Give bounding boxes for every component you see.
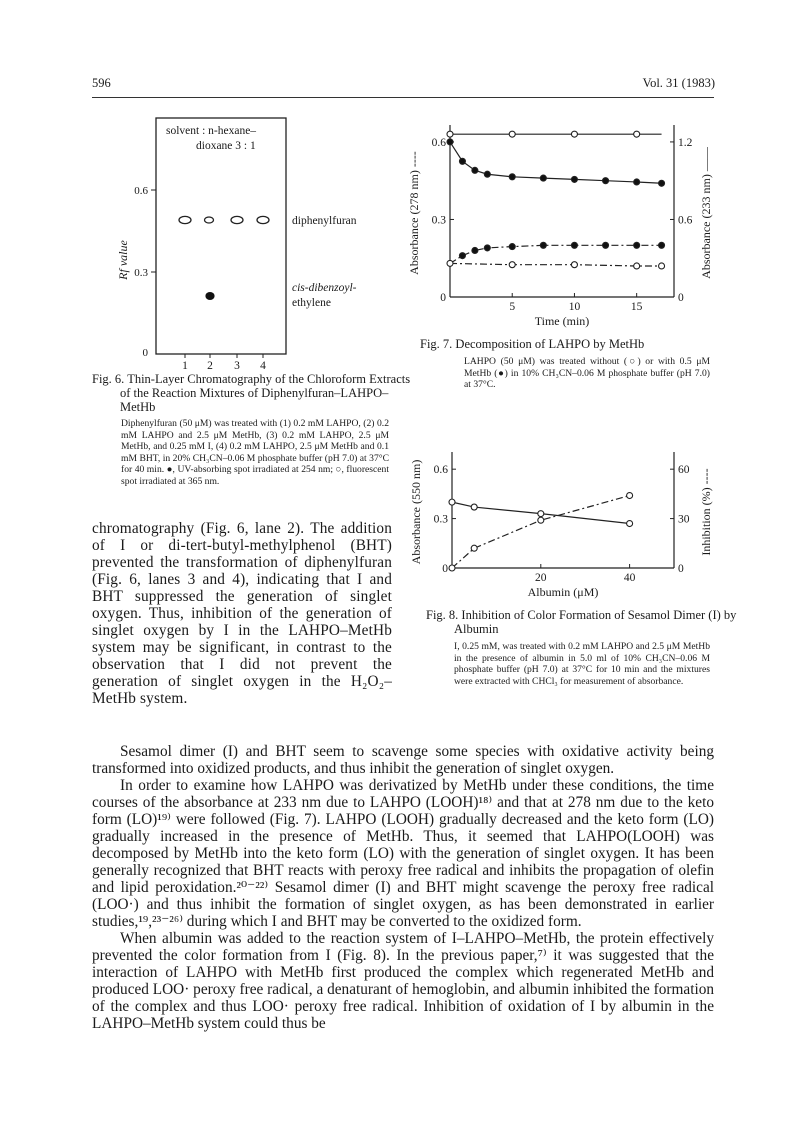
- series-1-line: [452, 496, 630, 568]
- series-1-point: [603, 178, 609, 184]
- series-1-point: [509, 174, 515, 180]
- series-1-point: [540, 175, 546, 181]
- fig6-caption-body: Diphenylfuran (50 μM) was treated with (1) 0.2 mM LAHPO, (2) 0.2 mM LAHPO and 2.5 μM MetHb, (3) 0.2 mM LAHPO, 2.5 μM MetHb, and 0.25 mM I, (4) 0.2 mM LAHPO, 2.5 μM MetHb and 0.1 mM BHT, in 20% CH₃CN–0.06 M phosphate buffer (pH 7.0) at 37°C for 40 min. ●, UV-absorbing spot irradiated at 254 nm; ○, fluorescent spot irradiated at 365 nm.: [121, 418, 389, 487]
- y-tick-label: 0.3: [431, 214, 446, 227]
- fig8-caption-body: I, 0.25 mM, was treated with 0.2 mM LAHPO and 2.5 μM MetHb in the presence of albumin in 5.0 ml of 10% CH₃CN–0.06 M phosphate buffer (pH 7.0) at 37°C for 10 min and the mixtures were extracted with CHCl₃ for measurement of absorbance.: [454, 641, 710, 687]
- x-tick-label: 20: [535, 572, 547, 584]
- x-axis-label: Time (min): [534, 314, 590, 328]
- fig6-ytick-06: 0.6: [134, 185, 148, 197]
- series-0-point: [449, 499, 455, 505]
- fig6-ylabel: Rf value: [116, 240, 130, 280]
- series-2-point: [634, 242, 640, 248]
- series-0-point: [571, 131, 577, 137]
- series-1-point: [659, 180, 665, 186]
- series-2-point: [459, 253, 465, 259]
- fig8-chart: [409, 438, 714, 604]
- fig6-tlc-figure: [100, 112, 400, 374]
- y2-tick-label: 0.6: [678, 214, 693, 227]
- series-1-point: [447, 139, 453, 145]
- x-tick-label: 10: [568, 301, 581, 313]
- lane-label-4: 4: [260, 360, 266, 372]
- y2-tick-label: 0: [678, 292, 684, 304]
- series-0-point: [447, 131, 453, 137]
- page-number: 596: [92, 76, 111, 90]
- series-3-point: [659, 263, 665, 269]
- series-0-point: [627, 521, 633, 527]
- body-full-width: [92, 743, 714, 1032]
- series-1-point: [459, 158, 465, 164]
- series-0-point: [634, 131, 640, 137]
- paragraph-1: Sesamol dimer (I) and BHT seem to scavenge some species with oxidative activity being transformed into oxidized products, and thus inhibit the generation of singlet oxygen.: [92, 743, 714, 777]
- spot-open-lane2: [205, 217, 214, 223]
- y-tick-label: 0.6: [431, 136, 446, 149]
- fig7-caption-title: Fig. 7. Decomposition of LAHPO by MetHb: [420, 337, 645, 351]
- series-1-point: [538, 517, 544, 523]
- y2-tick-label: 1.2: [678, 136, 693, 149]
- paragraph-3: When albumin was added to the reaction system of I–LAHPO–MetHb, the protein effectively prevented the color formation from I (Fig. 8). In the previous paper,⁷⁾ it was suggested that the interaction of LAHPO with MetHb first produced the complex which regenerated MetHb and produced LOO· peroxy free radical, a denaturant of hemoglobin, and albumin inhibited the formation of the complex and thus LOO· peroxy free radical. Inhibition of oxidation of I by albumin in the LAHPO–MetHb system could thus be: [92, 930, 714, 1032]
- y2-axis-label: Inhibition (%) ----: [699, 468, 713, 556]
- series-1-point: [627, 493, 633, 499]
- y2-tick-label: 30: [678, 513, 690, 526]
- fig6-ytick-03: 0.3: [134, 267, 148, 279]
- y2-tick-label: 0: [678, 563, 684, 575]
- x-axis-label: Albumin (μM): [527, 585, 599, 599]
- series-1-point: [449, 565, 455, 571]
- spot-label-cis-line2: ethylene: [292, 297, 331, 309]
- solvent-label-line1: solvent : n-hexane–: [166, 125, 257, 137]
- paragraph-2: In order to examine how LAHPO was derivatized by MetHb under these conditions, the time courses of the absorbance at 233 nm due to LAHPO (LOOH)¹⁸⁾ and that at 278 nm due to the keto form (LO)¹⁹⁾ were followed (Fig. 7). LAHPO (LOOH) gradually decreased and the keto form (LO) gradually increased in the presence of MetHb. Thus, it seemed that LAHPO(LOOH) was decomposed by MetHb into the keto form (LO) with the generation of singlet oxygen. It has been generally recognized that BHT reacts with peroxy free radical and inhibits the propagation of olefin and lipid peroxidation.²⁰⁻²²⁾ Sesamol dimer (I) and BHT might scavenge the peroxy free radical (LOO·) and thus inhibit the formation of singlet oxygen, as has been demonstrated in earlier studies,¹⁹,²³⁻²⁶⁾ during which I and BHT may be converted to the oxidized form.: [92, 777, 714, 930]
- fig6-ytick-0: 0: [142, 347, 148, 359]
- lane-label-1: 1: [182, 360, 188, 372]
- series-0-point: [471, 504, 477, 510]
- series-1-line: [450, 142, 662, 183]
- series-2-point: [484, 245, 490, 251]
- series-3-point: [571, 262, 577, 268]
- spot-open-lane4: [257, 216, 269, 223]
- lane-label-3: 3: [234, 360, 240, 372]
- series-3-point: [509, 262, 515, 268]
- y-tick-label: 0: [440, 292, 446, 304]
- fig7-caption-body: LAHPO (50 μM) was treated without (○) or with 0.5 μM MetHb (●) in 10% CH₃CN–0.06 M phosphate buffer (pH 7.0) at 37°C.: [464, 356, 710, 391]
- y-axis-label: Absorbance (278 nm) ----: [407, 151, 421, 275]
- series-2-point: [603, 242, 609, 248]
- lane-label-2: 2: [207, 360, 213, 372]
- series-2-point: [540, 242, 546, 248]
- series-0-point: [538, 511, 544, 517]
- spot-open-lane1: [179, 216, 191, 223]
- series-1-point: [471, 545, 477, 551]
- y2-axis-label: Absorbance (233 nm) ——: [699, 147, 713, 279]
- spot-label-diphenylfuran: diphenylfuran: [292, 215, 357, 227]
- series-2-line: [450, 245, 662, 263]
- y-tick-label: 0.6: [433, 464, 448, 477]
- series-2-point: [509, 244, 515, 250]
- spot-open-lane3: [231, 216, 243, 223]
- x-tick-label: 15: [630, 301, 643, 313]
- y-tick-label: 0.3: [433, 513, 448, 526]
- fig8-caption-title: Fig. 8. Inhibition of Color Formation of Sesamol Dimer (I) by Albumin: [426, 608, 737, 636]
- header-rule: [92, 97, 714, 98]
- series-1-point: [484, 171, 490, 177]
- series-0-point: [509, 131, 515, 137]
- series-2-point: [571, 242, 577, 248]
- y2-tick-label: 60: [678, 464, 690, 477]
- y-axis-label: Absorbance (550 nm): [409, 459, 423, 565]
- series-3-point: [634, 263, 640, 269]
- x-tick-label: 40: [623, 572, 636, 584]
- series-2-point: [472, 247, 478, 253]
- solvent-label-line2: dioxane 3 : 1: [196, 140, 256, 152]
- series-2-point: [659, 242, 665, 248]
- tlc-plate-frame: [156, 118, 286, 354]
- series-3-point: [447, 260, 453, 266]
- series-1-point: [571, 176, 577, 182]
- fig7-chart: [407, 117, 714, 335]
- y-tick-label: 0: [442, 563, 448, 575]
- fig6-caption-title: Fig. 6. Thin-Layer Chromatography of the Chloroform Extracts of the Reaction Mixtures of Diphenylfuran–LAHPO–MetHb: [92, 372, 411, 414]
- series-1-point: [634, 179, 640, 185]
- volume-info: Vol. 31 (1983): [642, 76, 715, 90]
- x-tick-label: 5: [509, 301, 516, 313]
- series-1-point: [472, 167, 478, 173]
- spot-filled-lane2: [205, 292, 214, 300]
- series-3-line: [450, 263, 662, 266]
- body-left-column: chromatography (Fig. 6, lane 2). The addition of I or di-tert-butyl-methylphenol (BHT) prevented the transformation of diphenylfuran (Fig. 6, lanes 3 and 4), indicating that I and BHT suppressed the generation of singlet oxygen. Thus, inhibition of the generation of singlet oxygen by I in the LAHPO–MetHb system may be significant, in contrast to the observation that I did not prevent the generation of singlet oxygen in the H₂O₂–MetHb system.: [92, 520, 392, 707]
- spot-label-cis-line1: cis-dibenzoyl-: [292, 282, 357, 294]
